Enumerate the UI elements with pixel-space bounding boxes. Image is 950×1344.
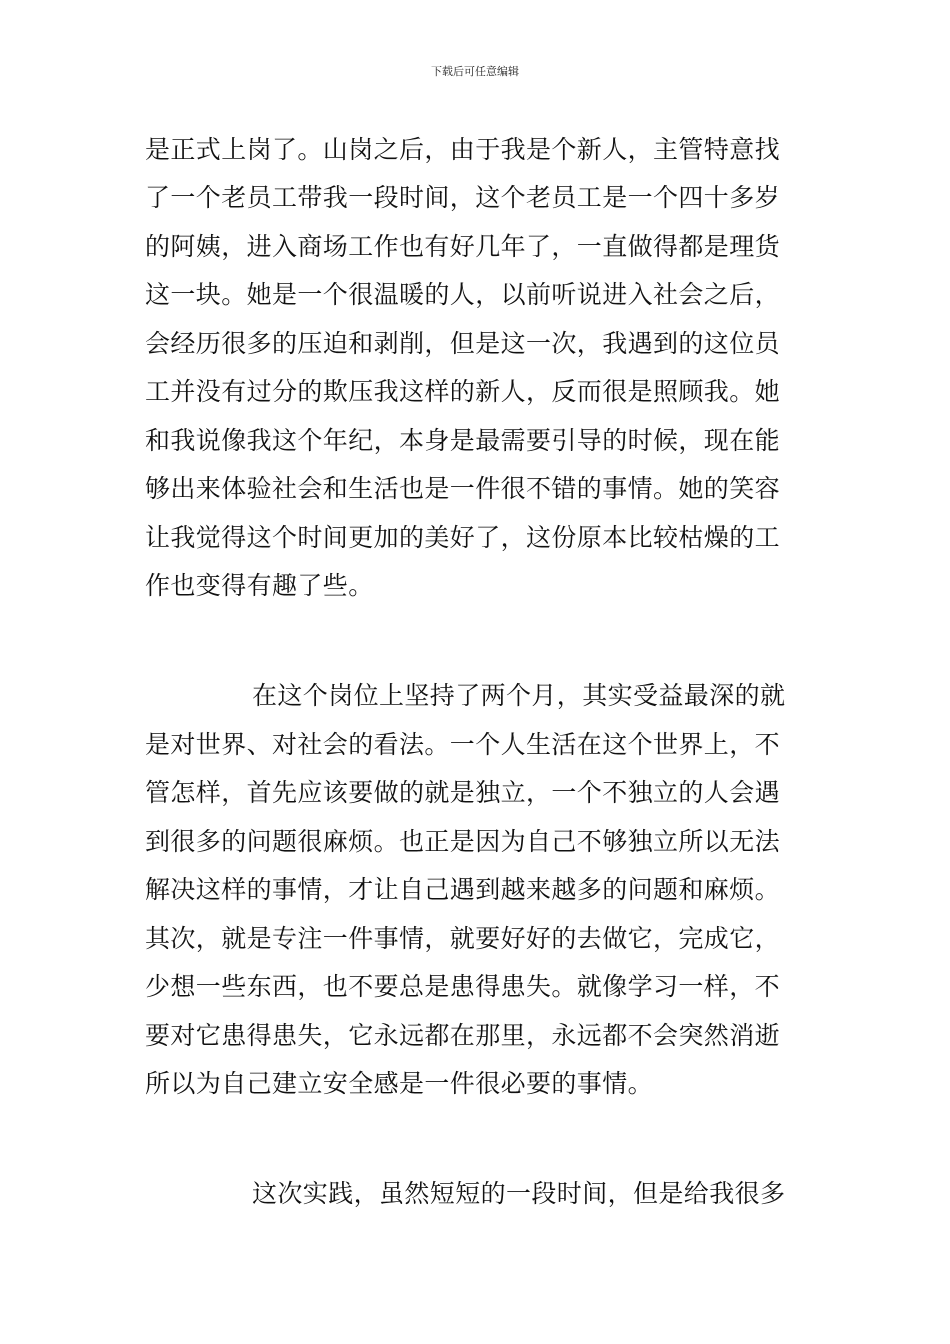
paragraph-2-line-8: 要对它患得患失，它永远都在那里，永远都不会突然消逝	[145, 1021, 781, 1050]
paragraph-2-line-2: 是对世界、对社会的看法。一个人生活在这个世界上，不	[145, 730, 781, 759]
paragraph-1-line-5: 会经历很多的压迫和剥削，但是这一次，我遇到的这位员	[145, 329, 781, 358]
paragraph-1-line-7: 和我说像我这个年纪，本身是最需要引导的时候，现在能	[145, 426, 781, 455]
paragraph-1-line-6: 工并没有过分的欺压我这样的新人，反而很是照顾我。她	[145, 377, 781, 406]
paragraph-2-line-3: 管怎样，首先应该要做的就是独立，一个不独立的人会遇	[145, 778, 781, 807]
paragraph-1-line-3: 的阿姨，进入商场工作也有好几年了，一直做得都是理货	[145, 232, 781, 261]
paragraph-2-line-1: 在这个岗位上坚持了两个月，其实受益最深的就	[252, 681, 786, 710]
paragraph-1-line-1: 是正式上岗了。山岗之后，由于我是个新人，主管特意找	[145, 135, 781, 164]
paragraph-2-line-4: 到很多的问题很麻烦。也正是因为自己不够独立所以无法	[145, 827, 781, 856]
paragraph-2-line-6: 其次，就是专注一件事情，就要好好的去做它，完成它，	[145, 924, 781, 953]
paragraph-1-line-9: 让我觉得这个时间更加的美好了，这份原本比较枯燥的工	[145, 523, 781, 552]
paragraph-2-line-7: 少想一些东西，也不要总是患得患失。就像学习一样，不	[145, 972, 781, 1001]
paragraph-2-line-9: 所以为自己建立安全感是一件很必要的事情。	[145, 1069, 654, 1098]
paragraph-1-line-10: 作也变得有趣了些。	[145, 571, 374, 600]
paragraph-1-line-8: 够出来体验社会和生活也是一件很不错的事情。她的笑容	[145, 474, 781, 503]
paragraph-1-line-4: 这一块。她是一个很温暖的人，以前听说进入社会之后，	[145, 280, 781, 309]
paragraph-1-line-2: 了一个老员工带我一段时间，这个老员工是一个四十多岁	[145, 183, 781, 212]
paragraph-3-line-1: 这次实践，虽然短短的一段时间，但是给我很多	[252, 1179, 786, 1208]
page-header: 下载后可任意编辑	[431, 65, 519, 78]
paragraph-2-line-5: 解决这样的事情，才让自己遇到越来越多的问题和麻烦。	[145, 875, 781, 904]
